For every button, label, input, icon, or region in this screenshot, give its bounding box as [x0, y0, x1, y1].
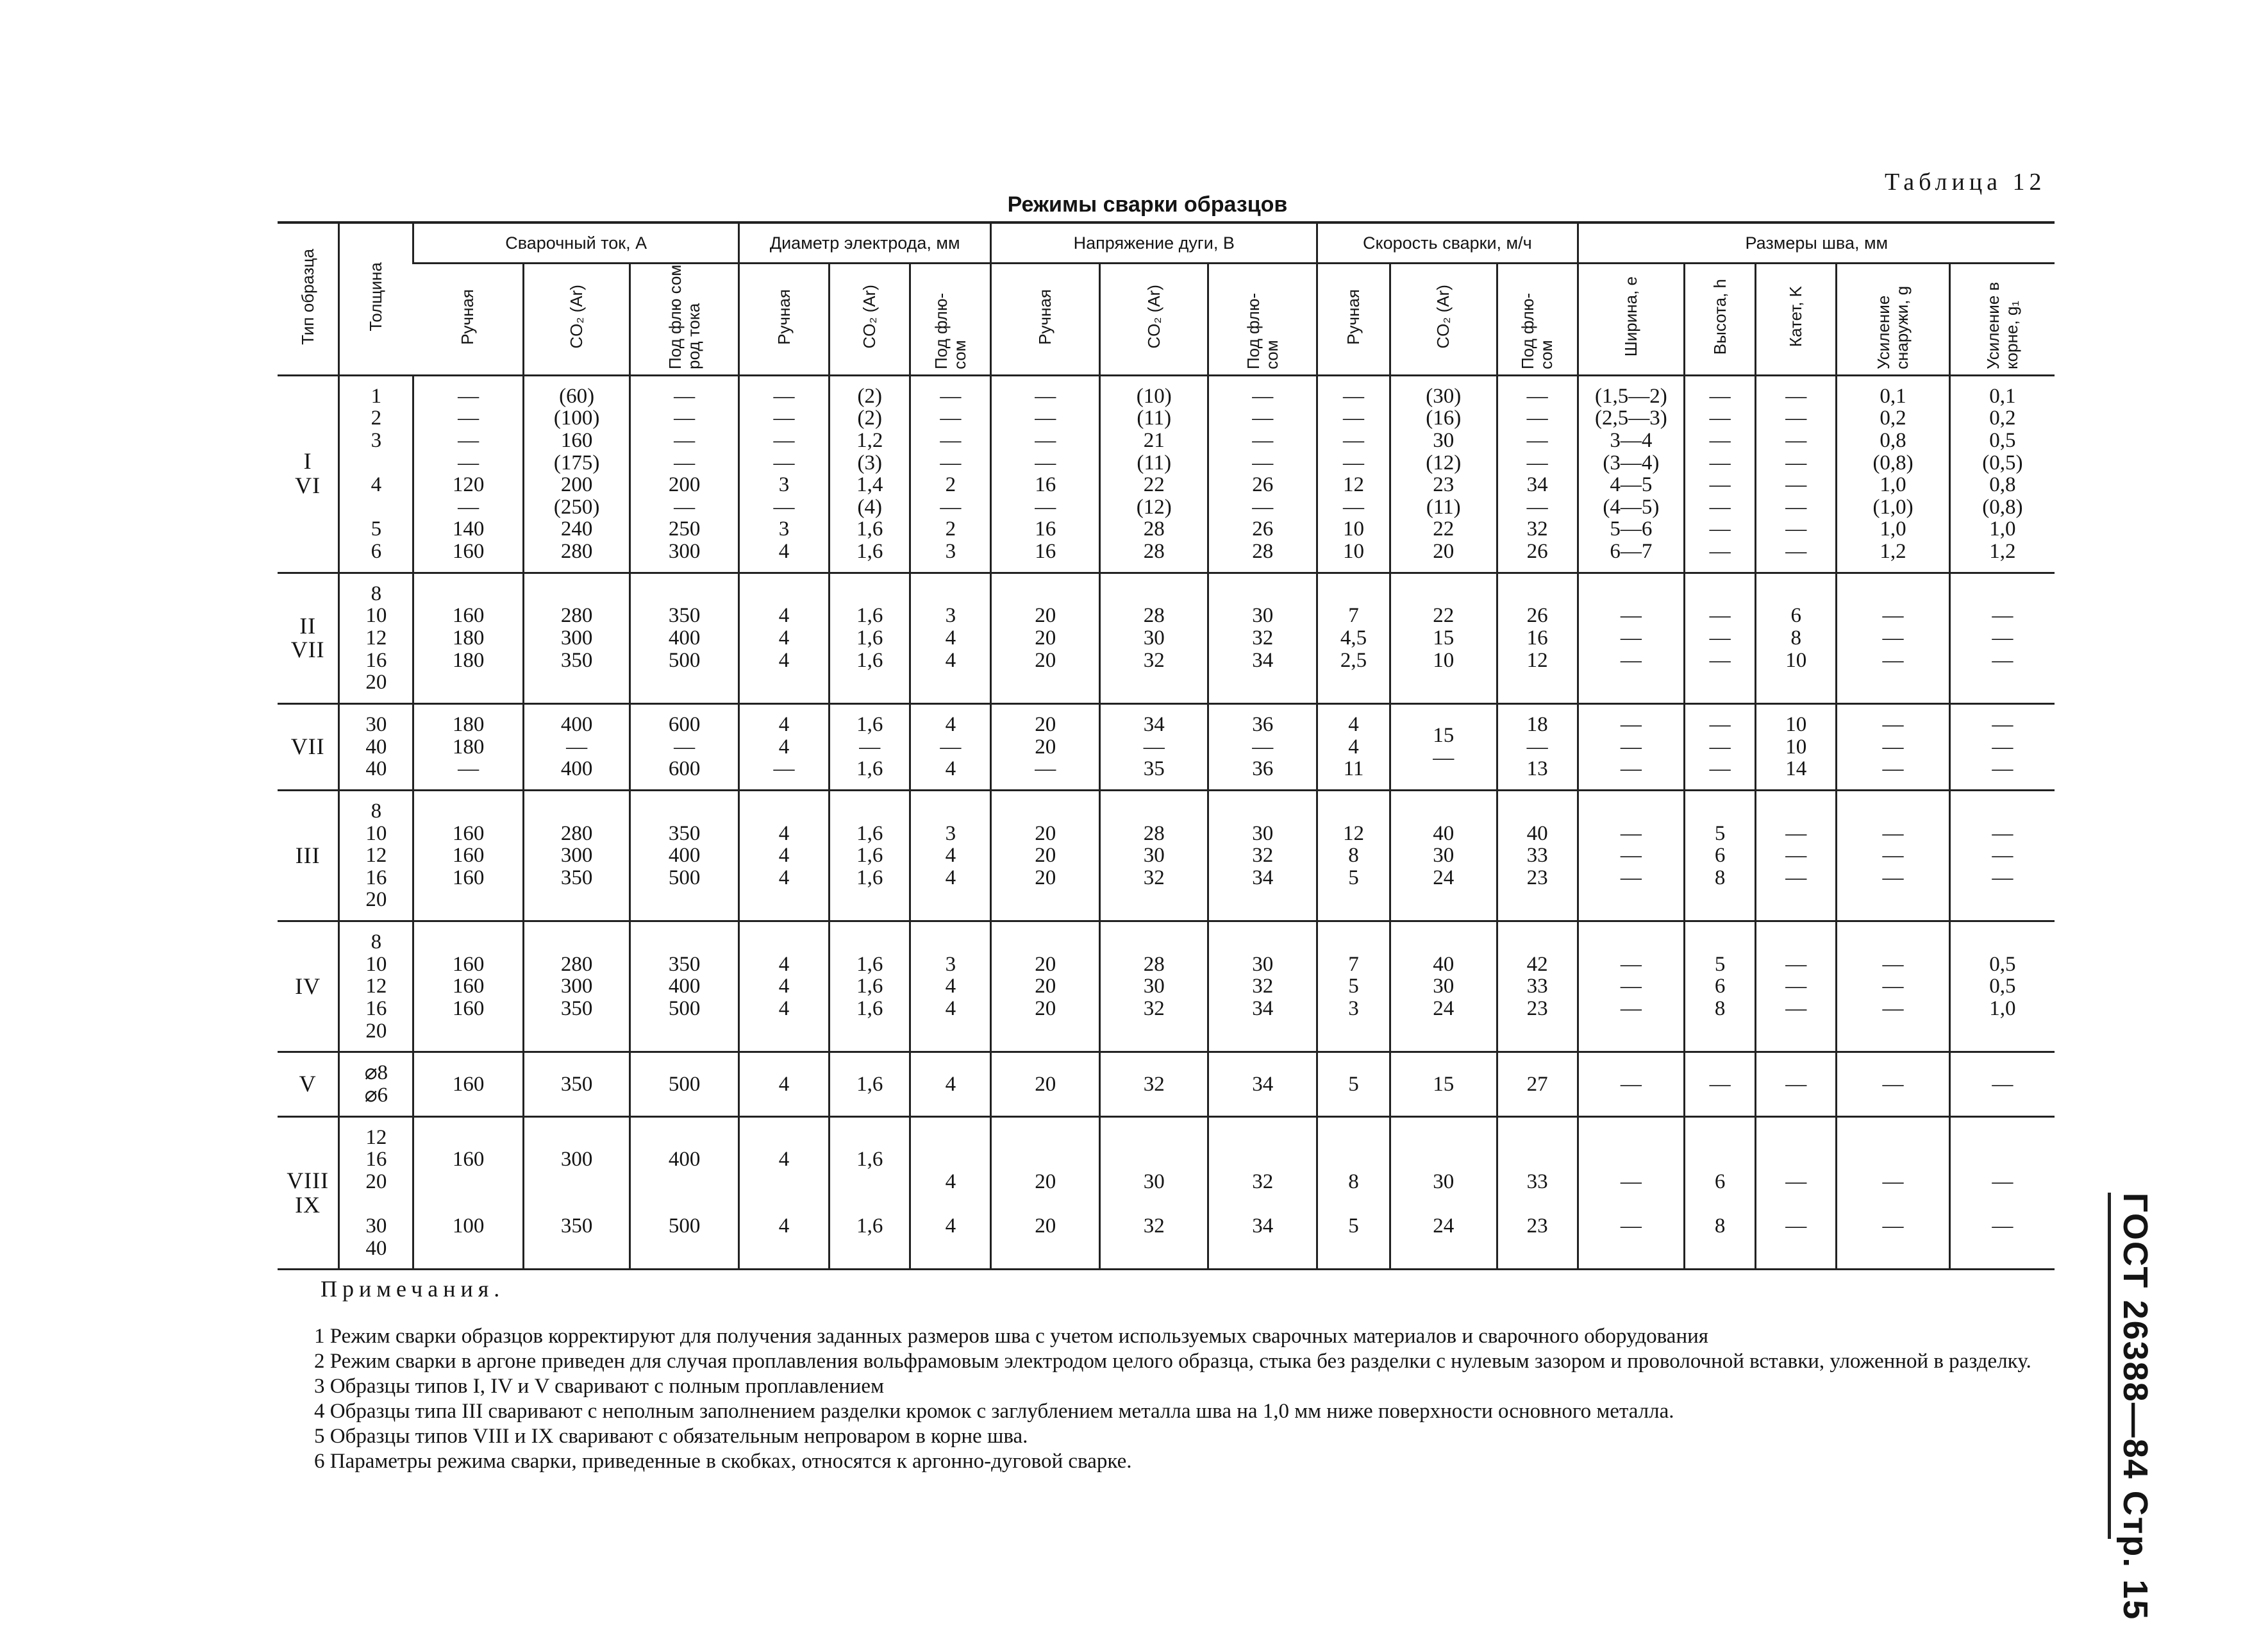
cell-speed-co2: (30) (16) 30 (12) 23 (11) 22 20	[1390, 375, 1497, 573]
cell-speed-manual: — — — — 12 — 10 10	[1317, 375, 1390, 573]
cell-speed-co2: 15	[1390, 1052, 1497, 1116]
seam-reinforcement-header: Усиление снаружи, g	[1837, 264, 1950, 376]
cell-volt-flux: — — — — 26 — 26 28	[1208, 375, 1317, 573]
voltage-flux-header: Под флю-сом	[1208, 264, 1317, 376]
cell-width: — — —	[1578, 790, 1684, 921]
cell-reinf: — — —	[1837, 921, 1950, 1052]
cell-thickness: 8 10 12 16 20	[339, 790, 413, 921]
cell-speed-flux: 33 23	[1497, 1116, 1578, 1270]
cell-volt-flux: 36 — 36	[1208, 703, 1317, 790]
cell-thickness: 1 2 3 4 5 6	[339, 375, 413, 573]
cell-leg: 10 10 14	[1756, 703, 1837, 790]
seam-leg-header: Катет, K	[1756, 264, 1837, 376]
col-type-header: Тип образца	[278, 222, 339, 375]
cell-leg: —	[1756, 1052, 1837, 1116]
note-item: 3 Образцы типов I, IV и V сваривают с полным проплавлением	[314, 1375, 884, 1398]
cell-thickness: 30 40 40	[339, 703, 413, 790]
cell-diam-co2: 1,6 1,6 1,6	[830, 573, 910, 703]
cell-reinf: — —	[1837, 1116, 1950, 1270]
cell-height: — — —	[1685, 573, 1756, 703]
cell-width: —	[1578, 1052, 1684, 1116]
cell-current-flux: 500	[630, 1052, 739, 1116]
page-side-header	[2115, 1193, 2167, 1621]
cell-current-flux: 350 400 500	[630, 573, 739, 703]
table-row	[278, 921, 2055, 1052]
cell-volt-manual: 20 20 —	[991, 703, 1100, 790]
cell-speed-manual: 8 5	[1317, 1116, 1390, 1270]
speed-flux-header: Под флю-сом	[1497, 264, 1578, 376]
cell-speed-flux: 27	[1497, 1052, 1578, 1116]
speed-manual-header: Ручная	[1317, 264, 1390, 376]
cell-reinf: — — —	[1837, 573, 1950, 703]
cell-speed-manual: 12 8 5	[1317, 790, 1390, 921]
cell-diam-co2: 1,6 1,6 1,6	[830, 921, 910, 1052]
cell-volt-manual: 20 20 20	[991, 921, 1100, 1052]
cell-height: — — — — — — — —	[1685, 375, 1756, 573]
sample-type-cell: I VI	[278, 375, 339, 573]
cell-speed-flux: — — — — 34 — 32 26	[1497, 375, 1578, 573]
table-row	[278, 703, 2055, 790]
cell-current-manual: 160 100	[413, 1116, 524, 1270]
col-thickness-header: Толщина	[339, 222, 413, 375]
cell-speed-manual: 7 4,5 2,5	[1317, 573, 1390, 703]
cell-volt-co2: (10) (11) 21 (11) 22 (12) 28 28	[1099, 375, 1208, 573]
cell-width: — — —	[1578, 921, 1684, 1052]
cell-volt-manual: 20 20	[991, 1116, 1100, 1270]
group-diameter-header: Диаметр электрода, мм	[738, 222, 991, 264]
cell-thickness: 8 10 12 16 20	[339, 573, 413, 703]
cell-width: — — —	[1578, 573, 1684, 703]
cell-speed-flux: 18 — 13	[1497, 703, 1578, 790]
diameter-co2-header: CO₂ (Ar)	[830, 264, 910, 376]
cell-volt-co2: 34 — 35	[1099, 703, 1208, 790]
cell-volt-manual: 20 20 20	[991, 790, 1100, 921]
cell-speed-co2: 15 —	[1390, 703, 1497, 790]
cell-reinf: — — —	[1837, 703, 1950, 790]
cell-height: — — —	[1685, 703, 1756, 790]
sample-type-cell: VIII IX	[278, 1116, 339, 1270]
cell-speed-flux: 40 33 23	[1497, 790, 1578, 921]
side-header-rule	[2108, 1193, 2111, 1539]
cell-diam-co2: 1,6 1,6 1,6	[830, 790, 910, 921]
seam-height-header: Высота, h	[1685, 264, 1756, 376]
cell-speed-co2: 40 30 24	[1390, 790, 1497, 921]
cell-width: — — —	[1578, 703, 1684, 790]
gost-page-label: ГОСТ 26388—84 Стр. 15	[2116, 1193, 2155, 1621]
cell-leg: — — —	[1756, 790, 1837, 921]
cell-volt-flux: 30 32 34	[1208, 921, 1317, 1052]
cell-diam-co2: 1,6	[830, 1052, 910, 1116]
cell-speed-flux: 42 33 23	[1497, 921, 1578, 1052]
cell-leg: — —	[1756, 1116, 1837, 1270]
notes-heading: Примечания.	[321, 1276, 505, 1302]
group-seam-header: Размеры шва, мм	[1578, 222, 2055, 264]
table-row	[278, 790, 2055, 921]
notes	[276, 1276, 2045, 1475]
group-current-header: Сварочный ток, А	[413, 222, 739, 264]
seam-root-reinforcement-header: Усиление в корне, g₁	[1949, 264, 2055, 376]
cell-diam-co2: 1,6 — 1,6	[830, 703, 910, 790]
cell-current-co2: (60) (100) 160 (175) 200 (250) 240 280	[523, 375, 630, 573]
cell-volt-co2: 32	[1099, 1052, 1208, 1116]
cell-current-manual: — — — — 120 — 140 160	[413, 375, 524, 573]
cell-volt-co2: 30 32	[1099, 1116, 1208, 1270]
note-item: 2 Режим сварки в аргоне приведен для случая проплавления вольфрамовым электродом целого образца, стыка без разделки с нулевым зазором и проволочной вставки, уложенной в разделку.	[314, 1350, 2031, 1373]
cell-root: — — —	[1949, 703, 2055, 790]
cell-speed-manual: 4 4 11	[1317, 703, 1390, 790]
group-voltage-header: Напряжение дуги, В	[991, 222, 1317, 264]
voltage-manual-header: Ручная	[991, 264, 1100, 376]
group-speed-header: Скорость сварки, м/ч	[1317, 222, 1578, 264]
cell-diam-manual: 4 4 4	[738, 790, 829, 921]
sample-type-cell: IV	[278, 921, 339, 1052]
cell-volt-flux: 34	[1208, 1052, 1317, 1116]
table-body	[278, 375, 2055, 1270]
cell-diam-flux: — — — — 2 — 2 3	[910, 375, 991, 573]
cell-speed-co2: 30 24	[1390, 1116, 1497, 1270]
notes-list	[276, 1325, 2045, 1473]
cell-root: —	[1949, 1052, 2055, 1116]
diameter-manual-header: Ручная	[738, 264, 829, 376]
cell-speed-co2: 22 15 10	[1390, 573, 1497, 703]
note-item: 5 Образцы типов VIII и IX сваривают с обязательным непроваром в корне шва.	[314, 1425, 1028, 1448]
cell-diam-manual: — — — — 3 — 3 4	[738, 375, 829, 573]
cell-volt-manual: 20 20 20	[991, 573, 1100, 703]
cell-thickness: ⌀8 ⌀6	[339, 1052, 413, 1116]
table-row	[278, 1116, 2055, 1270]
current-co2-header: CO₂ (Ar)	[523, 264, 630, 376]
cell-current-co2: 280 300 350	[523, 573, 630, 703]
welding-modes-table	[278, 221, 2055, 1270]
cell-reinf: — — —	[1837, 790, 1950, 921]
cell-volt-manual: 20	[991, 1052, 1100, 1116]
cell-speed-flux: 26 16 12	[1497, 573, 1578, 703]
voltage-co2-header: CO₂ (Ar)	[1099, 264, 1208, 376]
cell-width: — —	[1578, 1116, 1684, 1270]
cell-diam-manual: 4 4	[738, 1116, 829, 1270]
speed-co2-header: CO₂ (Ar)	[1390, 264, 1497, 376]
cell-diam-manual: 4 4 —	[738, 703, 829, 790]
sample-type-cell: V	[278, 1052, 339, 1116]
table-row	[278, 375, 2055, 573]
cell-thickness: 12 16 20 30 40	[339, 1116, 413, 1270]
seam-width-header: Ширина, e	[1578, 264, 1684, 376]
cell-diam-manual: 4 4 4	[738, 573, 829, 703]
cell-root: — — —	[1949, 573, 2055, 703]
cell-height: 6 8	[1685, 1116, 1756, 1270]
current-manual-header: Ручная	[413, 264, 524, 376]
cell-current-co2: 280 300 350	[523, 790, 630, 921]
cell-diam-manual: 4 4 4	[738, 921, 829, 1052]
cell-diam-co2: (2) (2) 1,2 (3) 1,4 (4) 1,6 1,6	[830, 375, 910, 573]
cell-root: 0,5 0,5 1,0	[1949, 921, 2055, 1052]
cell-current-co2: 350	[523, 1052, 630, 1116]
sample-type-cell: III	[278, 790, 339, 921]
current-flux-header: Под флю сом род тока	[630, 264, 739, 376]
cell-volt-co2: 28 30 32	[1099, 573, 1208, 703]
sample-type-cell: II VII	[278, 573, 339, 703]
table-row	[278, 573, 2055, 703]
cell-height: 5 6 8	[1685, 790, 1756, 921]
cell-current-flux: 350 400 500	[630, 921, 739, 1052]
table-row	[278, 1052, 2055, 1116]
cell-width: (1,5—2) (2,5—3) 3—4 (3—4) 4—5 (4—5) 5—6 6—7	[1578, 375, 1684, 573]
note-item: 1 Режим сварки образцов корректируют для получения заданных размеров шва с учетом используемых сварочных материалов и сварочного оборудования	[314, 1325, 1708, 1348]
cell-current-flux: 350 400 500	[630, 790, 739, 921]
cell-volt-co2: 28 30 32	[1099, 790, 1208, 921]
table-label: Таблица 12	[1885, 169, 2046, 196]
cell-current-manual: 160 160 160	[413, 921, 524, 1052]
cell-speed-manual: 5	[1317, 1052, 1390, 1116]
cell-leg: 6 8 10	[1756, 573, 1837, 703]
cell-current-manual: 160	[413, 1052, 524, 1116]
diameter-flux-header: Под флю-сом	[910, 264, 991, 376]
cell-reinf: 0,1 0,2 0,8 (0,8) 1,0 (1,0) 1,0 1,2	[1837, 375, 1950, 573]
cell-root: 0,1 0,2 0,5 (0,5) 0,8 (0,8) 1,0 1,2	[1949, 375, 2055, 573]
cell-thickness: 8 10 12 16 20	[339, 921, 413, 1052]
cell-current-co2: 300 350	[523, 1116, 630, 1270]
cell-diam-co2: 1,6 1,6	[830, 1116, 910, 1270]
cell-height: 5 6 8	[1685, 921, 1756, 1052]
cell-current-manual: 180 180 —	[413, 703, 524, 790]
cell-leg: — — —	[1756, 921, 1837, 1052]
cell-diam-flux: 3 4 4	[910, 573, 991, 703]
cell-current-co2: 400 — 400	[523, 703, 630, 790]
cell-volt-flux: 30 32 34	[1208, 573, 1317, 703]
cell-root: — — —	[1949, 790, 2055, 921]
cell-current-manual: 160 180 180	[413, 573, 524, 703]
cell-diam-flux: 4 — 4	[910, 703, 991, 790]
cell-diam-manual: 4	[738, 1052, 829, 1116]
table-title: Режимы сварки образцов	[1007, 192, 1288, 217]
cell-reinf: —	[1837, 1052, 1950, 1116]
cell-volt-flux: 32 34	[1208, 1116, 1317, 1270]
sample-type-cell: VII	[278, 703, 339, 790]
cell-current-flux: 400 500	[630, 1116, 739, 1270]
note-item: 6 Параметры режима сварки, приведенные в скобках, относятся к аргонно-дуговой сварке.	[314, 1450, 1132, 1473]
cell-height: —	[1685, 1052, 1756, 1116]
cell-volt-co2: 28 30 32	[1099, 921, 1208, 1052]
cell-diam-flux: 3 4 4	[910, 921, 991, 1052]
cell-speed-manual: 7 5 3	[1317, 921, 1390, 1052]
cell-root: — —	[1949, 1116, 2055, 1270]
cell-diam-flux: 4	[910, 1052, 991, 1116]
cell-volt-manual: — — — — 16 — 16 16	[991, 375, 1100, 573]
cell-diam-flux: 3 4 4	[910, 790, 991, 921]
cell-volt-flux: 30 32 34	[1208, 790, 1317, 921]
cell-current-manual: 160 160 160	[413, 790, 524, 921]
cell-current-flux: — — — — 200 — 250 300	[630, 375, 739, 573]
cell-diam-flux: 4 4	[910, 1116, 991, 1270]
cell-leg: — — — — — — — —	[1756, 375, 1837, 573]
cell-current-flux: 600 — 600	[630, 703, 739, 790]
cell-speed-co2: 40 30 24	[1390, 921, 1497, 1052]
note-item: 4 Образцы типа III сваривают с неполным заполнением разделки кромок с заглублением металла шва на 1,0 мм ниже поверхности основного металла.	[314, 1400, 1674, 1423]
cell-current-co2: 280 300 350	[523, 921, 630, 1052]
